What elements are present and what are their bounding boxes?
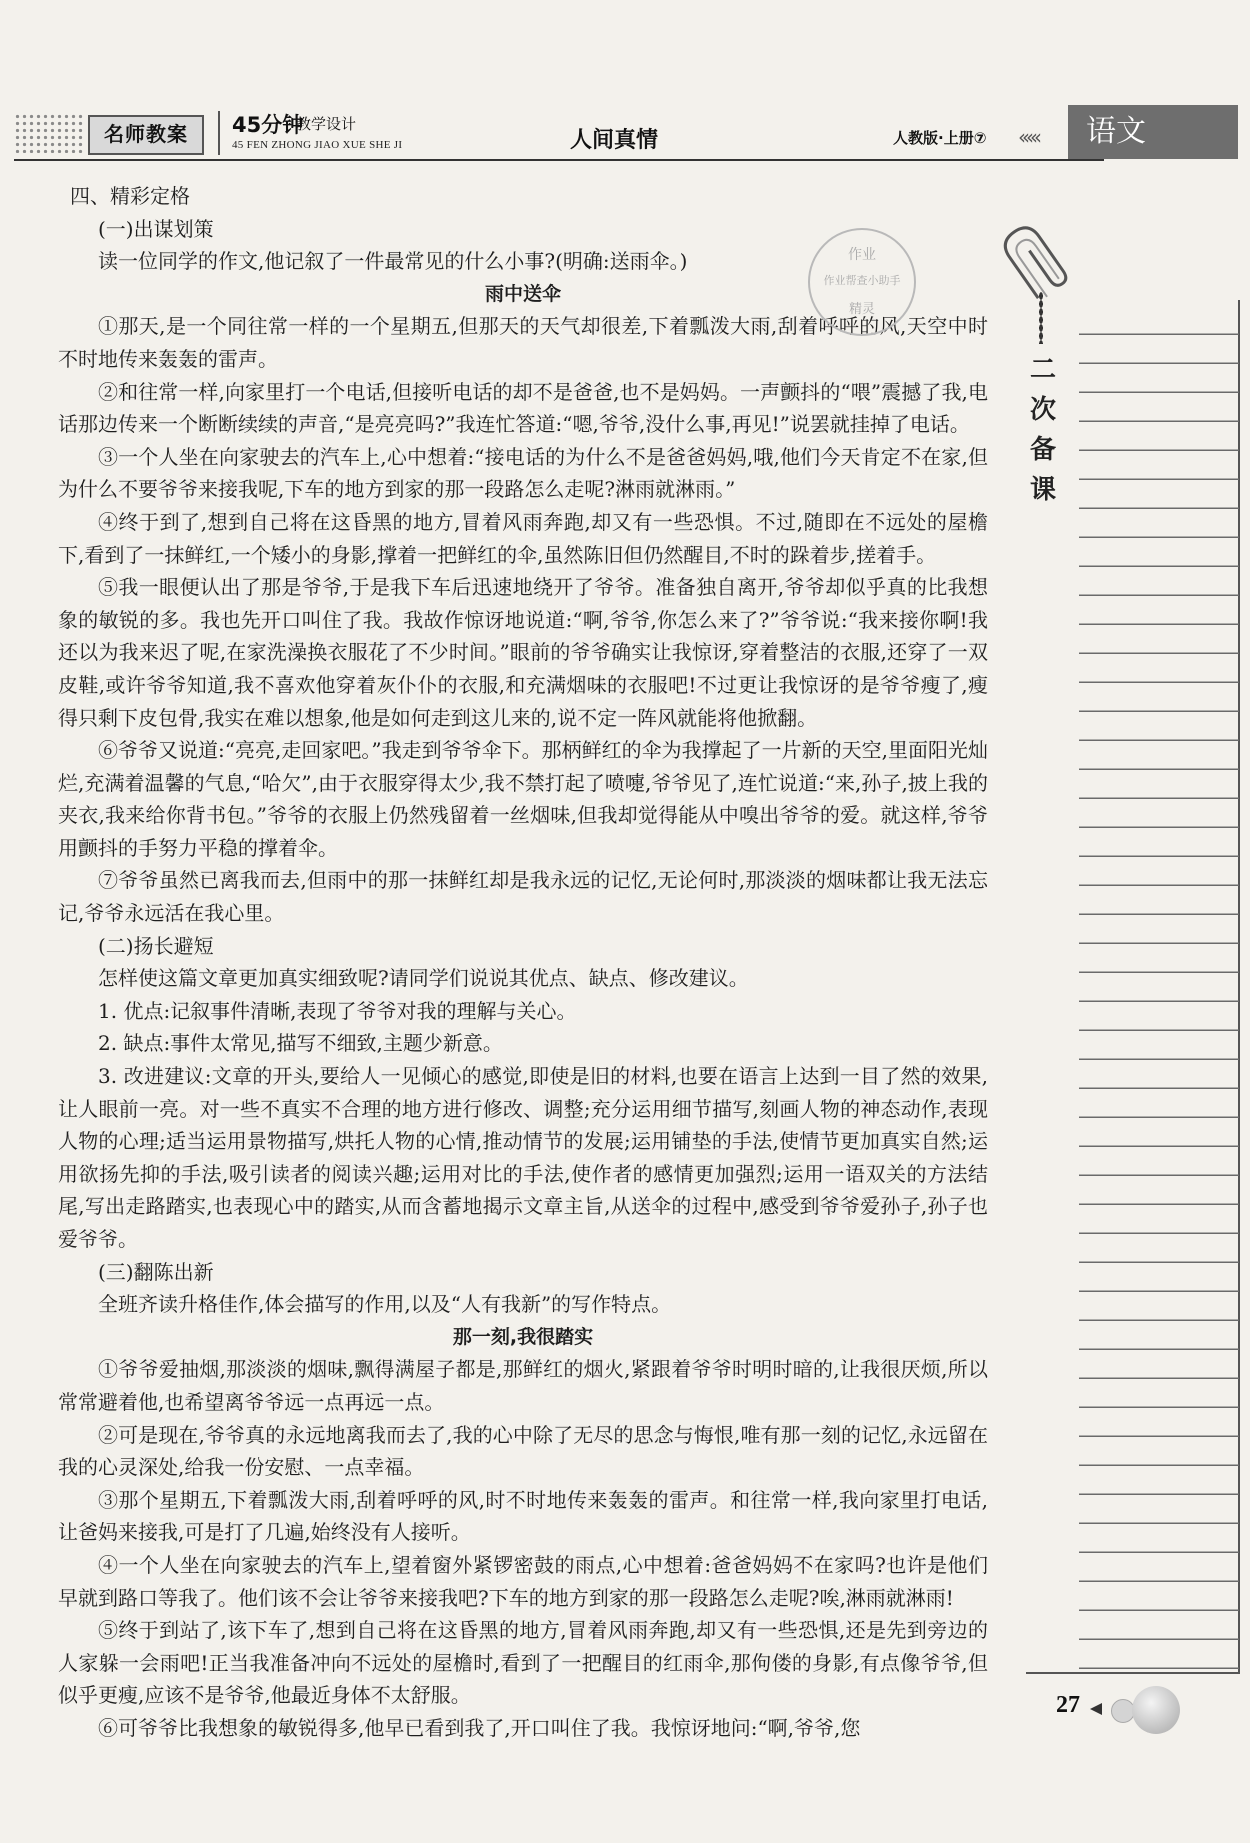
paragraph: ①那天,是一个同往常一样的一个星期五,但那天的天气却很差,下着瓢泼大雨,刮着呼呼的风,天空中时不时地传来轰轰的雷声。 [58,314,988,371]
paragraph: ④一个人坐在向家驶去的汽车上,望着窗外紧锣密鼓的雨点,心中想着:爸爸妈妈不在家吗?也许是他们早就到路口等我了。他们该不会让爷爷来接我吧?下车的地方到家的那一段路怎么走呢?唉,淋雨就淋雨! [58,1552,988,1610]
edition-label: 人教版·上册⑦ [893,129,987,147]
sidebar-title-char: 课 [1029,475,1056,505]
sidebar-dot-leader [1039,292,1043,344]
paragraph: ⑥可爷爷比我想象的敏锐得多,他早已看到我了,开口叫住了我。我惊讶地问:“啊,爷爷,您 [98,1715,861,1740]
paragraph: 2. 缺点:事件太常见,描写不细致,主题少新意。 [98,1031,503,1056]
paragraph: ②和往常一样,向家里打一个电话,但接听电话的却不是爸爸,也不是妈妈。一声颤抖的“喂”震撼了我,电话那边传来一个断断续续的声音,“是亮亮吗?”我连忙答道:“嗯,爷爷,没什么事,再见!”说罢就挂掉了电话。 [58,379,988,437]
paragraph: 1. 优点:记叙事件清晰,表现了爷爷对我的理解与关心。 [98,998,577,1023]
arrow-left-icon [1090,1703,1102,1715]
stamp-line: 作业帮查小助手 [823,274,901,287]
sidebar-title-char: 二 [1029,355,1056,385]
paragraph: 3. 改进建议:文章的开头,要给人一见倾心的感觉,即使是旧的材料,也要在语言上达到一目了然的效果,让人眼前一亮。对一些不真实不合理的地方进行修改、调整;充分运用细节描写,刻画人物的神态动作,表现人物的心理;适当运用景物描写,烘托人物的心情,推动情节的发展;运用铺垫的手法,使情节更加真实自然;运用欲扬先抑的手法,吸引读者的阅读兴趣;运用对比的手法,使作者的感情更加强烈;运用一语双关的方法结尾,写出走路踏实,也表现心中的踏实,从而含蓄地揭示文章主旨,从送伞的过程中,感受到爷爷爱孙子,孙子也爱爷爷。 [58,1064,988,1251]
paragraph: ⑤终于到站了,该下车了,想到自己将在这昏黑的地方,冒着风雨奔跑,却又有一些恐惧,还是先到旁边的人家躲一会雨吧!正当我准备冲向不远处的屋檐时,看到了一把醒目的红雨伞,那佝偻的身影,有点像爷爷,但似乎更瘦,应该不是爷爷,他最近身体不太舒服。 [58,1618,988,1708]
paperclip-icon [996,212,1096,312]
subsection-heading: (一)出谋划策 [98,216,214,241]
subject-badge: 语文 [1068,105,1238,159]
paragraph: ①爷爷爱抽烟,那淡淡的烟味,飘得满屋子都是,那鲜红的烟火,紧跟着爷爷时明时暗的,让我很厌烦,所以常常避着他,也希望离爷爷远一点再远一点。 [58,1357,988,1414]
page-number: 27 [1056,1692,1080,1718]
subsection-heading: (三)翻陈出新 [98,1259,214,1284]
paragraph: ⑦爷爷虽然已离我而去,但雨中的那一抹鲜红却是我永远的记忆,无论何时,那淡淡的烟味都让我无法忘记,爷爷永远活在我心里。 [58,868,988,926]
header-dot-pattern [14,113,84,153]
subsection-heading: (二)扬长避短 [98,933,214,958]
brand-label: 名师教案 [88,115,204,155]
paragraph: ⑤我一眼便认出了那是爷爷,于是我下车后迅速地绕开了爷爷。准备独自离开,爷爷却似乎真的比我想象的敏锐的多。我也先开口叫住了我。我故作惊讶地说道:“啊,爷爷,你怎么来了?”爷爷说:“我来接你啊!我还以为我来迟了呢,在家洗澡换衣服花了不少时间。”眼前的爷爷确实让我惊讶,穿着整洁的衣服,还穿了一双皮鞋,或许爷爷知道,我不喜欢他穿着灰仆仆的衣服,和充满烟味的衣服吧!不过更让我惊讶的是爷爷瘦了,瘦得只剩下皮包骨,我实在难以想象,他是如何走到这儿来的,说不定一阵风就能将他掀翻。 [58,575,988,730]
paragraph: ④终于到了,想到自己将在这昏黑的地方,冒着风雨奔跑,却又有一些恐惧。不过,随即在不远处的屋檐下,看到了一抹鲜红,一个矮小的身影,撑着一把鲜红的伞,虽然陈旧但仍然醒目,不时的跺着步,搓着手。 [58,509,988,567]
main-text [58,180,988,1745]
page-header [0,105,1250,161]
series-subtitle: 教学设计 [296,115,357,133]
paragraph: 怎样使这篇文章更加真实细致呢?请同学们说说其优点、缺点、修改建议。 [98,966,749,991]
essay-title: 那一刻,我很踏实 [452,1325,594,1348]
paragraph: 读一位同学的作文,他记叙了一件最常见的什么小事?(明确:送雨伞。) [98,249,688,274]
paragraph: 全班齐读升格佳作,体会描写的作用,以及“人有我新”的写作特点。 [98,1292,672,1317]
header-separator [218,111,220,155]
paragraph: ⑥爷爷又说道:“亮亮,走回家吧。”我走到爷爷伞下。那柄鲜红的伞为我撑起了一片新的天空,里面阳光灿烂,充满着温馨的气息,“哈欠”,由于衣服穿得太少,我不禁打起了喷嚏,爷爷见了,连忙说道:“来,孙子,披上我的夹衣,我来给你背书包。”爷爷的衣服上仍然残留着一丝烟味,但我却觉得能从中嗅出爷爷的爱。就这样,爷爷用颤抖的手努力平稳的撑着伞。 [58,738,988,860]
stamp-line: 作业 [848,247,876,263]
notes-ruled-lines [1079,306,1239,1671]
stamp-line: 精灵 [848,302,875,317]
series-title: 45分钟 [232,113,304,137]
watermark-stamp [808,228,916,336]
paragraph: ③那个星期五,下着瓢泼大雨,刮着呼呼的风,时不时地传来轰轰的雷声。和往常一样,我向家里打电话,让爸妈来接我,可是打了几遍,始终没有人接听。 [58,1487,988,1545]
large-circle-icon [1132,1686,1180,1734]
section-heading: 四、精彩定格 [70,184,190,208]
paragraph: ②可是现在,爷爷真的永远地离我而去了,我的心中除了无尽的思念与悔恨,唯有那一刻的记忆,永远留在我的心灵深处,给我一份安慰、一点幸福。 [58,1422,988,1480]
chapter-title: 人间真情 [570,128,659,153]
header-rule [14,159,1104,161]
sidebar-title [1026,350,1060,510]
sidebar-title-char: 次 [1029,395,1056,425]
sidebar-title-char: 备 [1029,435,1056,465]
chevron-left-icon: ‹‹‹‹‹ [1018,125,1038,149]
paragraph: ③一个人坐在向家驶去的汽车上,心中想着:“接电话的为什么不是爸爸妈妈,哦,他们今天肯定不在家,但为什么不要爷爷来接我呢,下车的地方到家的那一段路怎么走呢?淋雨就淋雨。” [58,444,988,502]
essay-title: 雨中送伞 [484,282,561,305]
series-pinyin: 45 FEN ZHONG JIAO XUE SHE JI [232,139,403,151]
